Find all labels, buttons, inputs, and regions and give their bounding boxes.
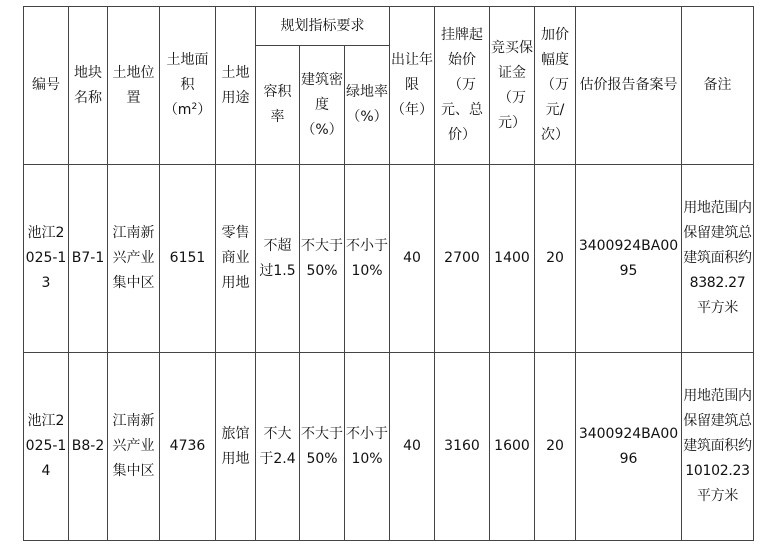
cell-increment: 20 bbox=[535, 353, 576, 541]
header-deposit: 竞买保证金（万元） bbox=[490, 7, 535, 165]
cell-location: 江南新兴产业集中区 bbox=[108, 353, 160, 541]
header-row bbox=[24, 7, 754, 46]
header-green: 绿地率（%） bbox=[345, 46, 390, 165]
cell-term: 40 bbox=[390, 353, 435, 541]
cell-density: 不大于50% bbox=[300, 165, 345, 353]
table-row bbox=[24, 353, 754, 541]
cell-increment: 20 bbox=[535, 165, 576, 353]
cell-area: 6151 bbox=[160, 165, 216, 353]
header-area bbox=[160, 7, 216, 165]
cell-appraisal: 3400924BA0096 bbox=[576, 353, 682, 541]
header-remark: 备注 bbox=[682, 7, 754, 165]
cell-area: 4736 bbox=[160, 353, 216, 541]
cell-far: 不超过1.5 bbox=[256, 165, 300, 353]
cell-remark: 用地范围内保留建筑总建筑面积约8382.27平方米 bbox=[682, 165, 754, 353]
table-row bbox=[24, 165, 754, 353]
cell-term: 40 bbox=[390, 165, 435, 353]
cell-start-price: 2700 bbox=[435, 165, 490, 353]
header-term: 出让年限（年） bbox=[390, 7, 435, 165]
cell-plot-name: B8-2 bbox=[69, 353, 108, 541]
cell-green: 不小于10% bbox=[345, 353, 390, 541]
header-far: 容积率 bbox=[256, 46, 300, 165]
header-appraisal: 估价报告备案号 bbox=[576, 7, 682, 165]
cell-remark: 用地范围内保留建筑总建筑面积约10102.23平方米 bbox=[682, 353, 754, 541]
header-increment: 加价幅度（万元/次） bbox=[535, 7, 576, 165]
cell-location: 江南新兴产业集中区 bbox=[108, 165, 160, 353]
header-id: 编号 bbox=[24, 7, 69, 165]
cell-appraisal: 3400924BA0095 bbox=[576, 165, 682, 353]
cell-green: 不小于10% bbox=[345, 165, 390, 353]
cell-use: 零售商业用地 bbox=[216, 165, 256, 353]
cell-id: 池江2025-13 bbox=[24, 165, 69, 353]
cell-start-price: 3160 bbox=[435, 353, 490, 541]
header-plot-name: 地块名称 bbox=[69, 7, 108, 165]
cell-plot-name: B7-1 bbox=[69, 165, 108, 353]
header-location: 土地位置 bbox=[108, 7, 160, 165]
header-area-label: 土地面积 bbox=[166, 52, 209, 93]
cell-far: 不大于2.4 bbox=[256, 353, 300, 541]
header-density: 建筑密度（%） bbox=[300, 46, 345, 165]
cell-deposit: 1600 bbox=[490, 353, 535, 541]
header-planning-group: 规划指标要求 bbox=[256, 7, 390, 46]
land-listing-table bbox=[23, 6, 754, 541]
header-area-unit: $(m^2)$ bbox=[163, 102, 212, 118]
cell-id: 池江2025-14 bbox=[24, 353, 69, 541]
cell-deposit: 1400 bbox=[490, 165, 535, 353]
header-use: 土地用途 bbox=[216, 7, 256, 165]
header-start-price: 挂牌起始价（万元、总价） bbox=[435, 7, 490, 165]
cell-use: 旅馆用地 bbox=[216, 353, 256, 541]
cell-density: 不大于50% bbox=[300, 353, 345, 541]
